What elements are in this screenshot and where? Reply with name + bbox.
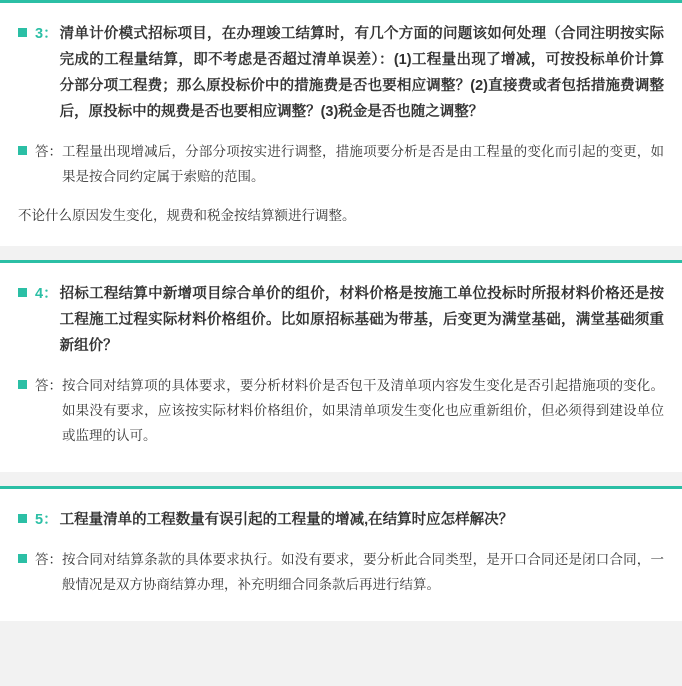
answer-label: 答：	[35, 144, 62, 159]
question-number: 4：	[35, 286, 58, 302]
answer-extra-paragraph: 不论什么原因发生变化，规费和税金按结算额进行调整。	[18, 208, 356, 223]
square-bullet-icon	[18, 554, 27, 563]
question-text: 工程量清单的工程数量有误引起的工程量的增减,在结算时应怎样解决？	[59, 512, 514, 528]
square-bullet-icon	[18, 146, 27, 155]
answer-label: 答：	[35, 378, 62, 393]
square-bullet-icon	[18, 514, 27, 523]
answer-text: 工程量出现增减后，分部分项按实进行调整，措施项要分析是否是由工程量的变化而引起的变更，如果是按合同约定属于索赔的范围。	[62, 144, 664, 184]
question-number: 5：	[35, 512, 58, 528]
qa-card	[0, 0, 682, 246]
qa-card	[0, 486, 682, 621]
answer-label: 答：	[35, 552, 62, 567]
answer-row	[18, 139, 664, 189]
square-bullet-icon	[18, 380, 27, 389]
answer-row	[18, 547, 664, 597]
question-row	[18, 21, 664, 125]
answer-row	[18, 373, 664, 448]
question-text: 清单计价模式招标项目，在办理竣工结算时，有几个方面的问题该如何处理（合同注明按实际完成的工程量结算，即不考虑是否超过清单误差）：(1)工程量出现了增减，可按投标单价计算分部分项工程费；那么原投标价中的措施费是否也要相应调整？(2)直接费或者包括措施费调整后，原投标中的规费是否也要相应调整？(3)税金是否也随之调整？	[59, 26, 664, 120]
question-text: 招标工程结算中新增项目综合单价的组价，材料价格是按施工单位投标时所报材料价格还是按工程施工过程实际材料价格组价。比如原招标基础为带基，后变更为满堂基础，满堂基础须重新组价？	[59, 286, 664, 354]
question-row	[18, 281, 664, 359]
square-bullet-icon	[18, 28, 27, 37]
question-row	[18, 507, 664, 533]
question-number: 3：	[35, 26, 58, 42]
square-bullet-icon	[18, 288, 27, 297]
answer-text: 按合同对结算条款的具体要求执行。如没有要求，要分析此合同类型，是开口合同还是闭口合同，一般情况是双方协商结算办理，补充明细合同条款后再进行结算。	[62, 552, 664, 592]
answer-text: 按合同对结算项的具体要求，要分析材料价是否包干及清单项内容发生变化是否引起措施项的变化。如果没有要求，应该按实际材料价格组价，如果清单项发生变化也应重新组价，但必须得到建设单位或监理的认可。	[62, 378, 664, 443]
qa-card	[0, 260, 682, 472]
